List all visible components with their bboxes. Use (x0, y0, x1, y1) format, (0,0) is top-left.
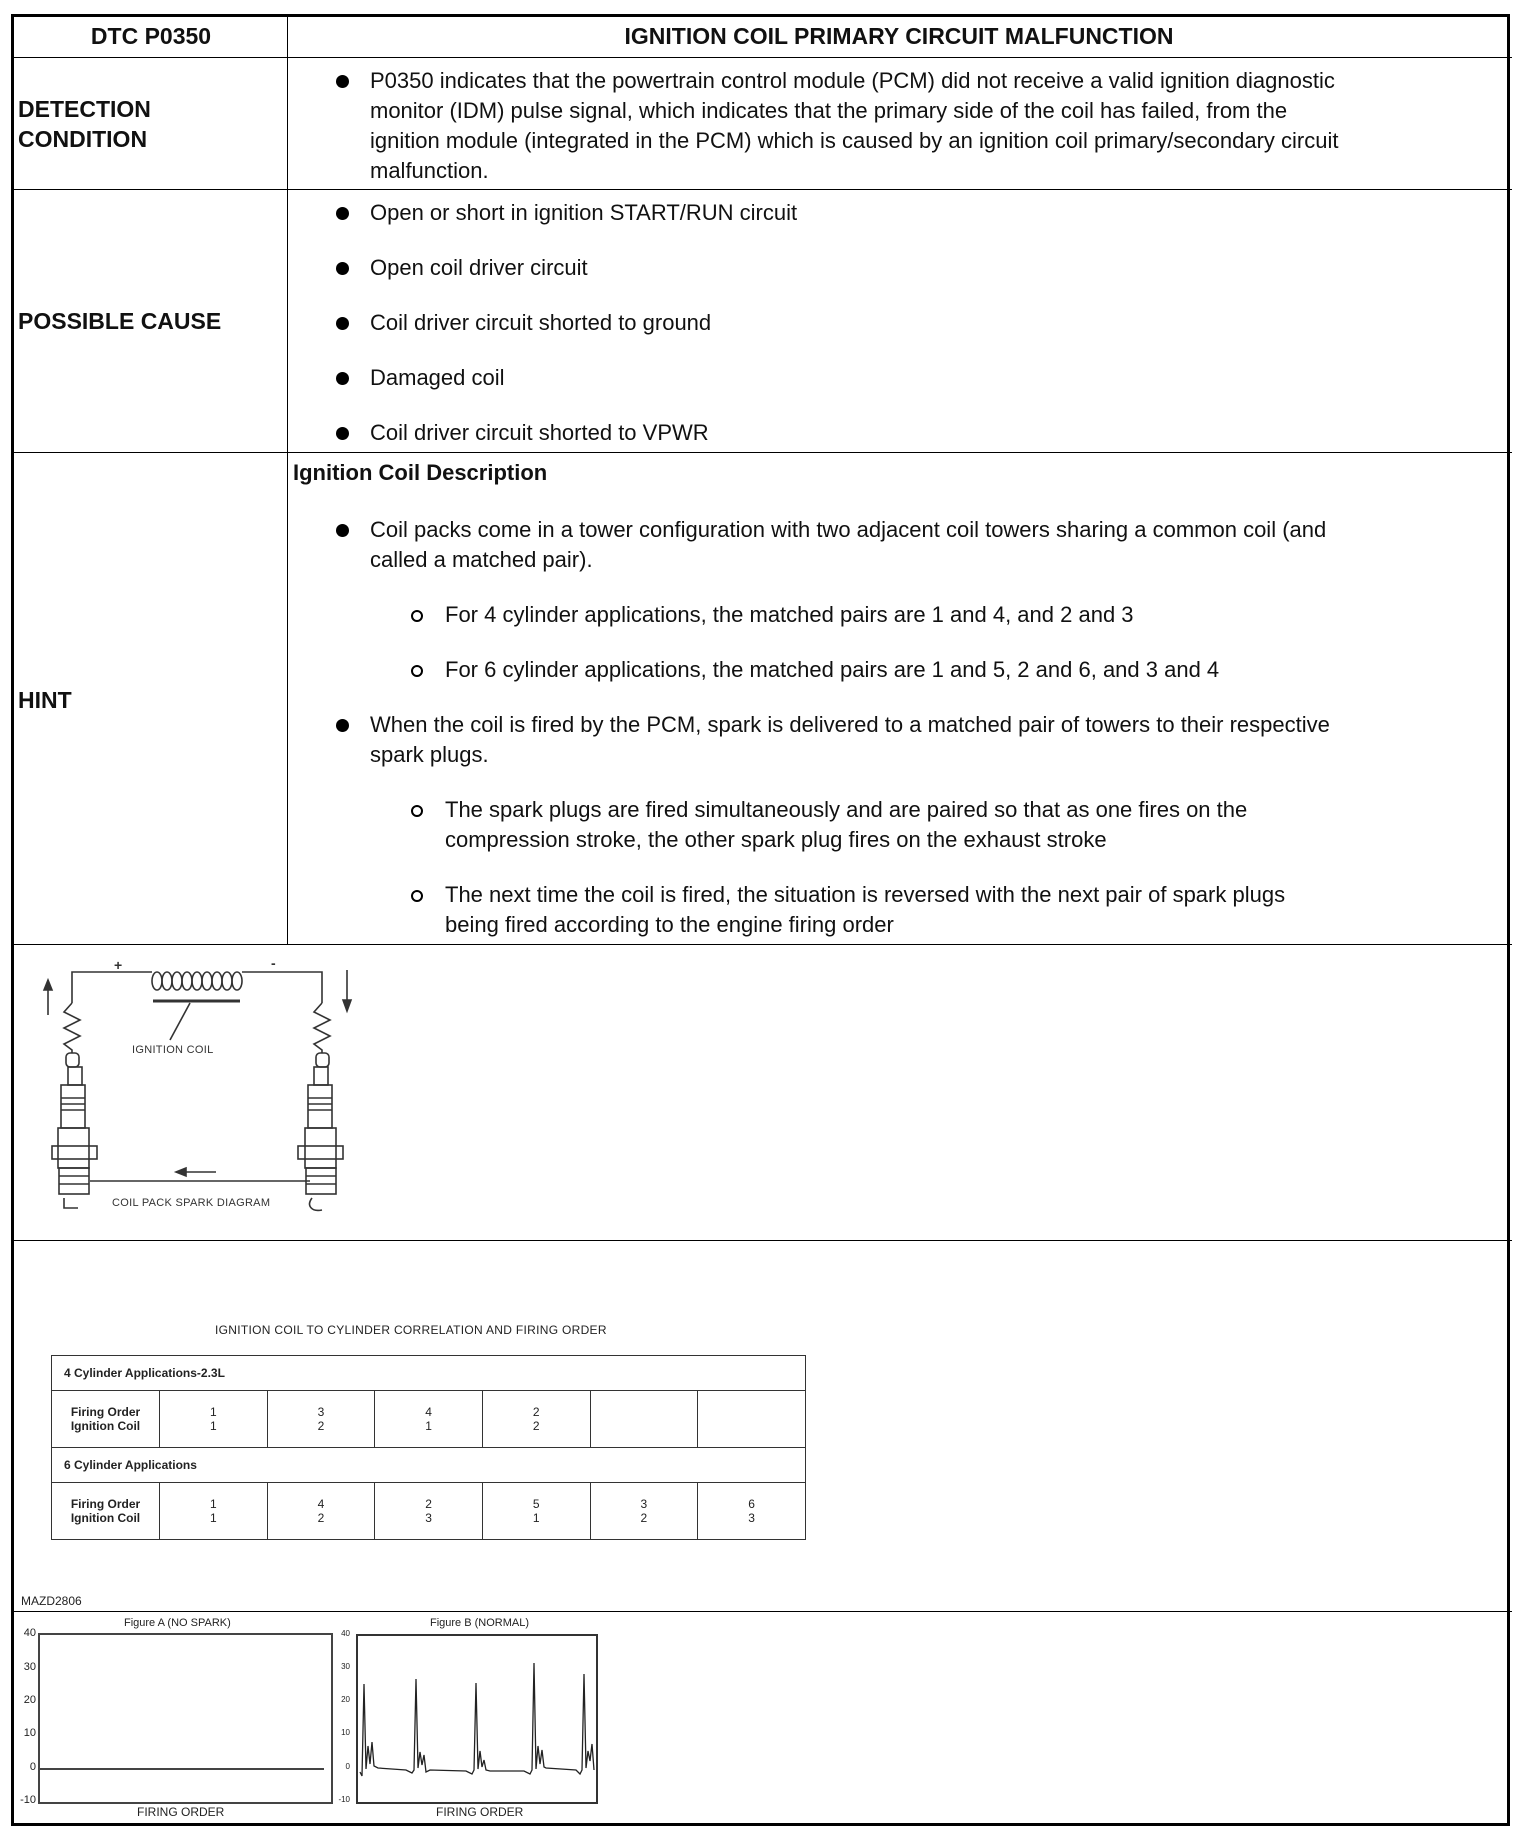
cause-item (336, 308, 1476, 338)
figure-a-title: Figure A (NO SPARK) (124, 1617, 231, 1629)
sub-bullet-icon (411, 610, 423, 622)
figure-id: MAZD2806 (21, 1594, 82, 1608)
bullet-icon (336, 427, 349, 440)
text-line: malfunction. (370, 158, 489, 183)
bullet-icon (336, 262, 349, 275)
row-label: Firing Order Ignition Coil (52, 1391, 160, 1448)
table-section-header: 4 Cylinder Applications-2.3L (52, 1356, 806, 1391)
firing-table-title: IGNITION COIL TO CYLINDER CORRELATION AND FIRING ORDER (215, 1323, 607, 1337)
text-line: Coil packs come in a tower configuration with two adjacent coil towers sharing a common coil (and (370, 517, 1327, 542)
row-divider (11, 452, 1512, 453)
figure-b-title: Figure B (NORMAL) (430, 1617, 530, 1629)
text-line: spark plugs. (370, 742, 489, 767)
row-divider (11, 1611, 1512, 1612)
table-cell: 3 2 (590, 1483, 698, 1540)
table-cell: 2 2 (482, 1391, 590, 1448)
dtc-code: DTC P0350 (90, 23, 212, 49)
y-tick: 20 (23, 1694, 36, 1706)
table-cell: 4 1 (375, 1391, 483, 1448)
column-divider (287, 15, 288, 945)
diagram-caption: COIL PACK SPARK DIAGRAM (112, 1197, 271, 1209)
possible-cause-label: POSSIBLE CAUSE (18, 308, 222, 334)
dtc-title: IGNITION COIL PRIMARY CIRCUIT MALFUNCTION (624, 23, 1174, 49)
y-tick: 40 (23, 1627, 36, 1639)
table-row (52, 1391, 806, 1448)
figure-b-plot (356, 1634, 600, 1806)
text-line: being fired according to the engine firing order (445, 912, 894, 937)
sub-bullet-icon (411, 805, 423, 817)
hint-subitem (411, 880, 1471, 940)
bullet-icon (336, 75, 349, 88)
firing-order-table (51, 1355, 806, 1540)
cause-text: Open coil driver circuit (370, 255, 588, 280)
minus-label: - (271, 955, 276, 971)
ignition-coil-label: IGNITION COIL (132, 1044, 214, 1056)
cause-item (336, 253, 1476, 283)
text-line: For 4 cylinder applications, the matched pairs are 1 and 4, and 2 and 3 (445, 602, 1134, 627)
spark-plug-icon (52, 1053, 97, 1208)
cause-text: Damaged coil (370, 365, 505, 390)
hint-label: HINT (18, 687, 72, 713)
row-label: Firing Order Ignition Coil (52, 1483, 160, 1540)
sub-bullet-icon (411, 890, 423, 902)
y-tick: 30 (23, 1661, 36, 1673)
table-cell (590, 1391, 698, 1448)
cause-item (336, 418, 1476, 448)
cause-item (336, 363, 1476, 393)
detection-label (18, 94, 151, 154)
text-line: monitor (IDM) pulse signal, which indicates that the primary side of the coil has failed, from the (370, 98, 1288, 123)
detection-label-line: DETECTION (18, 96, 151, 122)
hint-subitem (411, 795, 1471, 855)
bullet-icon (336, 317, 349, 330)
table-cell (698, 1391, 806, 1448)
bullet-icon (336, 372, 349, 385)
cause-text: Coil driver circuit shorted to VPWR (370, 420, 709, 445)
plus-label: + (114, 957, 123, 973)
y-tick: -10 (338, 1795, 350, 1804)
table-cell: 6 3 (698, 1483, 806, 1540)
y-tick: 40 (341, 1629, 350, 1638)
text-line: P0350 indicates that the powertrain control module (PCM) did not receive a valid ignition diagnostic (370, 68, 1335, 93)
y-tick: -10 (20, 1794, 36, 1806)
coil-icon (152, 972, 242, 990)
bullet-icon (336, 719, 349, 732)
figure-b-xlabel: FIRING ORDER (436, 1805, 524, 1819)
y-tick: 0 (345, 1762, 350, 1771)
bullet-icon (336, 524, 349, 537)
sub-bullet-icon (411, 665, 423, 677)
table-cell: 5 1 (482, 1483, 590, 1540)
hint-heading: Ignition Coil Description (293, 460, 548, 485)
row-divider (11, 189, 1512, 190)
y-tick: 30 (341, 1662, 350, 1671)
table-row (52, 1483, 806, 1540)
figure-a-xlabel: FIRING ORDER (137, 1805, 225, 1819)
y-tick: 0 (29, 1761, 36, 1773)
table-cell: 4 2 (267, 1483, 375, 1540)
table-section-header: 6 Cylinder Applications (52, 1448, 806, 1483)
text-line: For 6 cylinder applications, the matched pairs are 1 and 5, 2 and 6, and 3 and 4 (445, 657, 1220, 682)
y-tick: 20 (341, 1695, 350, 1704)
detection-bullet (336, 66, 1476, 186)
text-line: The next time the coil is fired, the situation is reversed with the next pair of spark plugs (445, 882, 1286, 907)
text-line: When the coil is fired by the PCM, spark is delivered to a matched pair of towers to their respective (370, 712, 1330, 737)
table-cell: 3 2 (267, 1391, 375, 1448)
figure-a-plot (38, 1633, 334, 1805)
y-tick: 10 (23, 1727, 36, 1739)
hint-bullet (336, 710, 1476, 770)
y-tick: 10 (341, 1728, 350, 1737)
hint-bullet (336, 515, 1476, 575)
text-line: compression stroke, the other spark plug fires on the exhaust stroke (445, 827, 1107, 852)
text-line: The spark plugs are fired simultaneously and are paired so that as one fires on the (445, 797, 1248, 822)
detection-label-line: CONDITION (18, 126, 148, 152)
spark-plug-icon (298, 1053, 343, 1210)
hint-subitem (411, 655, 1471, 685)
cause-item (336, 198, 1476, 228)
text-line: called a matched pair). (370, 547, 593, 572)
table-cell: 1 1 (160, 1483, 268, 1540)
text-line: ignition module (integrated in the PCM) which is caused by an ignition coil primary/secondary circuit (370, 128, 1339, 153)
cause-text: Open or short in ignition START/RUN circuit (370, 200, 798, 225)
bullet-icon (336, 207, 349, 220)
table-cell: 1 1 (160, 1391, 268, 1448)
table-cell: 2 3 (375, 1483, 483, 1540)
hint-subitem (411, 600, 1471, 630)
coil-pack-spark-diagram (0, 945, 400, 1241)
cause-text: Coil driver circuit shorted to ground (370, 310, 712, 335)
